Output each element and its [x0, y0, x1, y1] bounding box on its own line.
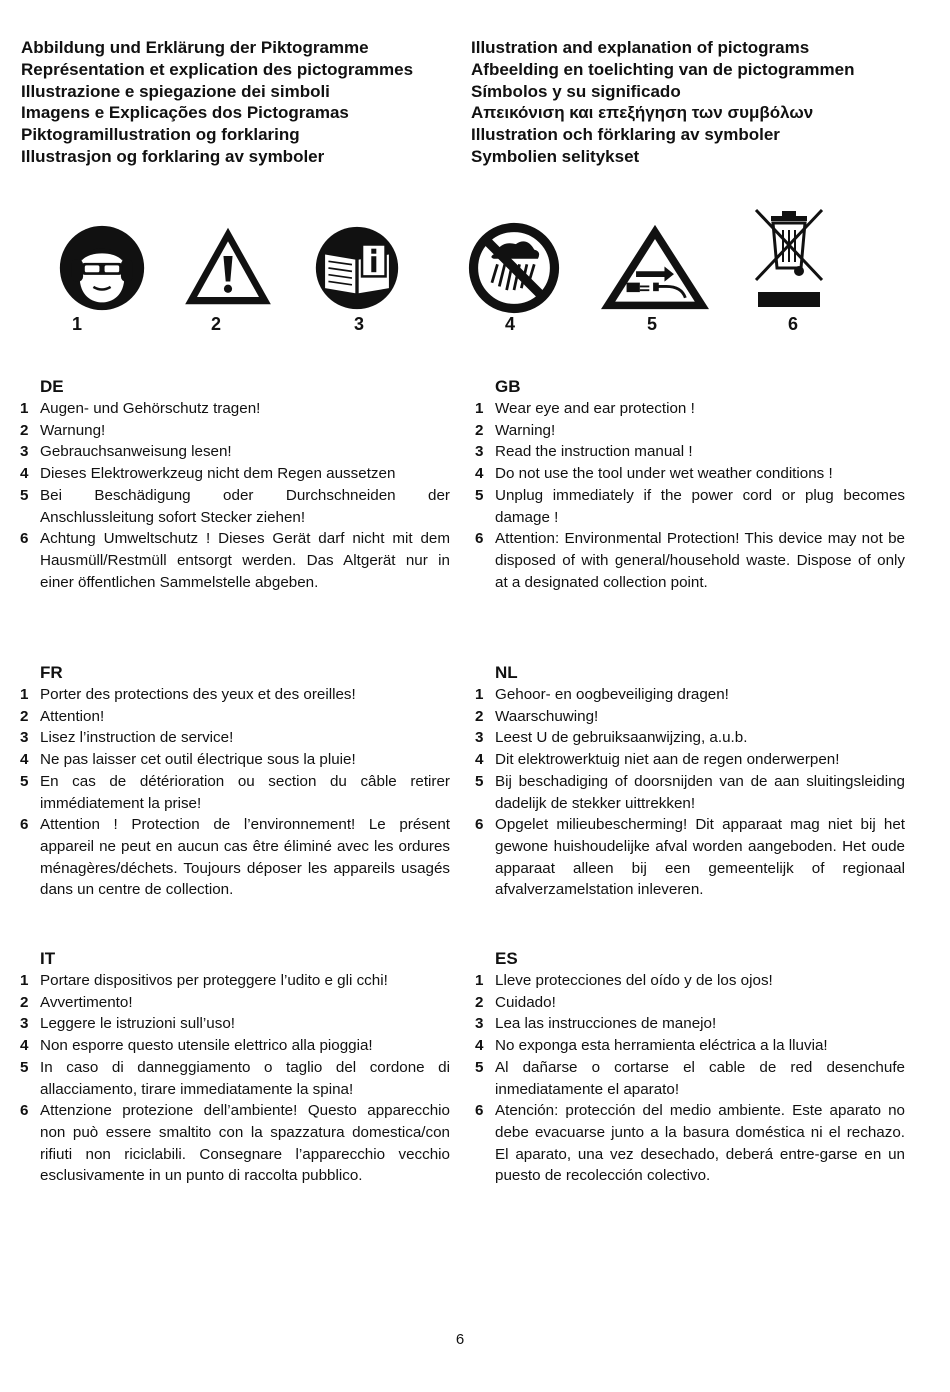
section-de [20, 376, 450, 593]
item-number: 6 [475, 530, 484, 548]
item-number: 2 [20, 421, 29, 439]
list-item [475, 727, 905, 749]
page-number: 6 [455, 1331, 465, 1348]
list-item [20, 420, 450, 442]
item-text: Attention: Environmental Protection! This device may not be disposed of with general/household waste. Dispose of only at a designated collection point. [495, 530, 905, 591]
header-line: Afbeelding en toelichting van de pictogrammen [471, 59, 855, 79]
item-text: Lea las instrucciones de manejo! [495, 1015, 717, 1033]
item-text: Cuidado! [495, 993, 556, 1011]
item-text: Lleve protecciones del oído y de los ojos! [495, 972, 773, 989]
crossed-bin-icon [752, 206, 826, 310]
item-number: 3 [20, 729, 29, 747]
list-item [20, 970, 450, 992]
item-text: Gebrauchsanweisung lesen! [40, 443, 232, 461]
section-fr [20, 662, 450, 901]
list-item [475, 684, 905, 706]
item-text: Lisez l’instruction de service! [40, 729, 234, 747]
header-line: Απεικόνιση και επεξήγηση των συμβόλων [471, 103, 814, 123]
item-number: 2 [475, 993, 484, 1011]
no-rain-icon [468, 222, 560, 314]
list-item [475, 485, 905, 528]
list-item [475, 441, 905, 463]
list-item [20, 398, 450, 420]
item-text: Leggere le istruzioni sull’uso! [40, 1015, 236, 1033]
list-item [475, 1100, 905, 1187]
item-number: 5 [475, 772, 484, 790]
header-line: Illustration och förklaring av symboler [471, 125, 780, 145]
pictogram-number: 3 [353, 314, 364, 334]
section-gb [475, 376, 905, 593]
item-text: Non esporre questo utensile elettrico alla pioggia! [40, 1037, 373, 1055]
item-text: Atención: protección del medio ambiente. Este aparato no debe evacuarse junto a la basura doméstica ni el rechazo. El aparato, una vez desechado, deberá entre-garse en un puesto de recolección colectivo. [495, 1102, 905, 1185]
item-number: 3 [20, 443, 29, 461]
section-nl [475, 662, 905, 901]
item-text: Attention ! Protection de l’environnement! Le présent appareil ne peut en aucun cas être éliminé avec les ordures ménagères/déchets. Toujours déposer les appareils usagés dans un centre de collection. [40, 816, 450, 899]
item-text: Attention! [40, 707, 105, 725]
item-text: Unplug immediately if the power cord or plug becomes damage ! [495, 486, 905, 526]
item-number: 3 [20, 1015, 29, 1033]
list-item [20, 1035, 450, 1057]
header-line: Représentation et explication des pictogrammes [21, 59, 414, 79]
list-item [475, 706, 905, 728]
list-item [475, 1057, 905, 1100]
item-number: 6 [475, 816, 484, 834]
pictogram-number: 2 [210, 314, 221, 334]
list-item [475, 992, 905, 1014]
list-item [475, 1035, 905, 1057]
item-text: Bij beschadiging of doorsnijden van de aan sluitingsleiding dadelijk de stekker uittrekken! [495, 772, 905, 812]
item-text: Waarschuwing! [495, 707, 599, 725]
header-line: Symbolien selitykset [471, 146, 640, 166]
item-number: 1 [20, 686, 29, 703]
language-code: NL [495, 663, 518, 682]
header-line: Illustrasjon og forklaring av symboler [21, 146, 325, 166]
warning-triangle-icon [182, 225, 274, 307]
item-number: 2 [20, 707, 29, 725]
read-manual-icon [315, 225, 399, 311]
item-number: 5 [475, 486, 484, 504]
language-code: ES [495, 949, 518, 968]
item-text: Attenzione protezione dell’ambiente! Questo apparecchio non può essere smaltito con la spazzatura domestica/con rifiuti non riciclabili. Consegnare l’apparecchio vecchio esclusivamente in un punto di raccolta pubblico. [40, 1102, 450, 1185]
item-number: 3 [475, 443, 484, 461]
list-item [20, 1057, 450, 1100]
list-item [20, 463, 450, 485]
list-item [20, 706, 450, 728]
item-number: 5 [20, 486, 29, 504]
item-number: 3 [475, 729, 484, 747]
list-item [475, 420, 905, 442]
item-text: Augen- und Gehörschutz tragen! [40, 400, 261, 417]
item-text: Read the instruction manual ! [495, 443, 693, 461]
item-number: 2 [20, 993, 29, 1011]
item-text: En cas de détérioration ou section du câble retirer immédiatement la prise! [40, 772, 450, 812]
list-item [20, 684, 450, 706]
item-text: No exponga esta herramienta eléctrica a la lluvia! [495, 1037, 828, 1055]
section-it [20, 948, 450, 1187]
list-item [475, 528, 905, 593]
item-number: 1 [475, 400, 484, 417]
item-number: 6 [20, 816, 29, 834]
list-item [475, 749, 905, 771]
header-line: Illustration and explanation of pictograms [471, 38, 810, 57]
item-text: Leest U de gebruiksaanwijzing, a.u.b. [495, 729, 748, 747]
list-item [20, 814, 450, 901]
item-text: Porter des protections des yeux et des oreilles! [40, 686, 356, 703]
header-left [21, 37, 413, 168]
list-item [475, 814, 905, 901]
item-text: Warnung! [40, 421, 106, 439]
list-item [475, 463, 905, 485]
list-item [20, 727, 450, 749]
item-text: Dit elektrowerktuig niet aan de regen onderwerpen! [495, 751, 840, 769]
item-text: Achtung Umweltschutz ! Dieses Gerät darf nicht mit dem Hausmüll/Restmüll entsorgt werden. Das Altgerät nur in einer öffentlichen Sammelstelle abgeben. [40, 530, 450, 591]
item-number: 4 [20, 1037, 29, 1055]
language-code: FR [40, 663, 63, 682]
pictogram-number: 4 [504, 314, 515, 334]
item-text: Bei Beschädigung oder Durchschneiden der Anschlussleitung sofort Stecker ziehen! [40, 486, 450, 526]
item-number: 4 [475, 465, 484, 483]
item-number: 1 [20, 972, 29, 989]
item-number: 4 [475, 751, 484, 769]
item-number: 5 [20, 1058, 29, 1076]
item-number: 4 [475, 1037, 484, 1055]
pictogram-number: 6 [787, 314, 798, 334]
item-number: 1 [20, 400, 29, 417]
item-text: In caso di danneggiamento o taglio del cordone di allacciamento, tirare immediatamente la spina! [40, 1058, 450, 1098]
item-text: Wear eye and ear protection ! [495, 400, 695, 417]
item-number: 4 [20, 465, 29, 483]
item-text: Al dañarse o cortarse el cable de red desenchufe inmediatamente el aparato! [495, 1058, 905, 1098]
item-text: Avvertimento! [40, 993, 133, 1011]
item-number: 5 [475, 1058, 484, 1076]
list-item [475, 970, 905, 992]
item-number: 3 [475, 1015, 484, 1033]
item-text: Do not use the tool under wet weather conditions ! [495, 465, 833, 483]
item-text: Dieses Elektrowerkzeug nicht dem Regen aussetzen [40, 465, 396, 483]
item-text: Warning! [495, 421, 556, 439]
eye-ear-protection-icon [59, 225, 145, 311]
item-number: 6 [20, 1102, 29, 1120]
item-number: 2 [475, 707, 484, 725]
item-number: 1 [475, 686, 484, 703]
list-item [475, 398, 905, 420]
item-number: 2 [475, 421, 484, 439]
item-number: 1 [475, 972, 484, 989]
header-line: Illustrazione e spiegazione dei simboli [21, 81, 330, 101]
list-item [475, 1013, 905, 1035]
list-item [20, 771, 450, 814]
list-item [475, 771, 905, 814]
item-number: 4 [20, 751, 29, 769]
language-code: DE [40, 377, 64, 396]
item-text: Gehoor- en oogbeveiliging dragen! [495, 686, 729, 703]
item-number: 6 [20, 530, 29, 548]
list-item [20, 1013, 450, 1035]
list-item [20, 441, 450, 463]
list-item [20, 528, 450, 593]
section-es [475, 948, 905, 1187]
list-item [20, 1100, 450, 1187]
item-text: Opgelet milieubescherming! Dit apparaat mag niet bij het gewone huishoudelijke afval worden aangeboden. Het oude apparaat alleen bij een gemeentelijk of regionaal afvalverzamelstation inleveren. [495, 816, 905, 899]
unplug-warning-icon [598, 222, 712, 312]
header-line: Imagens e Explicações dos Pictogramas [21, 103, 349, 123]
pictogram-number: 5 [646, 314, 657, 334]
language-code: GB [495, 377, 521, 396]
header-line: Piktogramillustration og forklaring [21, 125, 300, 145]
item-number: 5 [20, 772, 29, 790]
list-item [20, 749, 450, 771]
header-right [471, 37, 855, 168]
header-line: Abbildung und Erklärung der Piktogramme [21, 38, 369, 57]
pictogram-number: 1 [71, 314, 82, 334]
list-item [20, 992, 450, 1014]
item-number: 6 [475, 1102, 484, 1120]
list-item [20, 485, 450, 528]
header-line: Símbolos y su significado [471, 81, 681, 101]
item-text: Portare dispositivos per proteggere l’udito e gli cchi! [40, 972, 388, 989]
language-code: IT [40, 949, 56, 968]
item-text: Ne pas laisser cet outil électrique sous la pluie! [40, 751, 356, 769]
